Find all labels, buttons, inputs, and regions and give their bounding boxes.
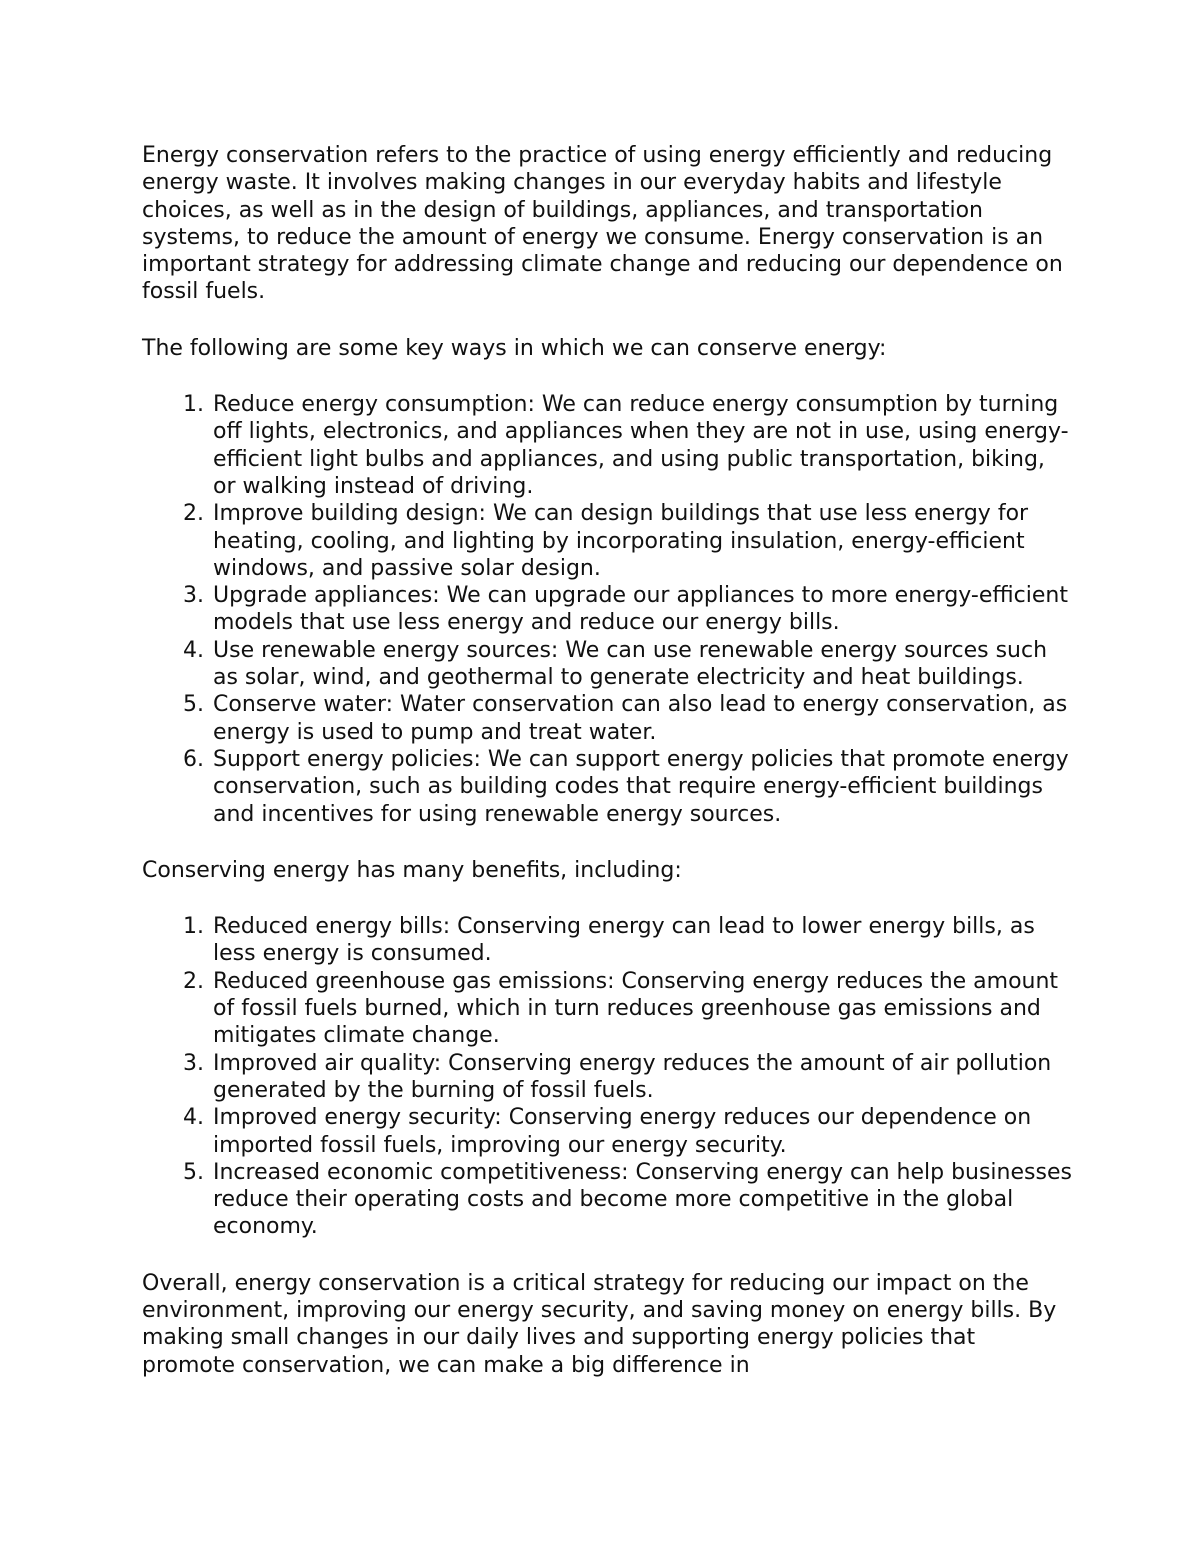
list-item-text: Upgrade appliances: We can upgrade our appliances to more energy-efficient models that use less energy and reduce our energy bills. [213, 583, 1068, 636]
list-item-text: Reduce energy consumption: We can reduce energy consumption by turning off lights, electronics, and appliances when they are not in use, using energy-efficient light bulbs and appliances, and using public transportation, biking, or walking instead of driving. [213, 392, 1069, 499]
list-item-number: 3. [183, 583, 204, 609]
list-item-text: Use renewable energy sources: We can use renewable energy sources such as solar, wind, and geothermal to generate electricity and heat buildings. [213, 637, 1048, 691]
list-item-number: 6. [183, 746, 204, 772]
list-item-number: 4. [183, 1105, 204, 1131]
list-item-text: Improved air quality: Conserving energy reduces the amount of air pollution generated by the burning of fossil fuels. [213, 1050, 1052, 1103]
list-item-text: Increased economic competitiveness: Conserving energy can help businesses reduce their operating costs and become more competitive in the global economy. [213, 1159, 1072, 1240]
list-item-text: Improved energy security: Conserving energy reduces our dependence on imported fossil fuels, improving our energy security. [213, 1105, 1032, 1158]
list-item-text: Improve building design: We can design buildings that use less energy for heating, cooling, and lighting by incorporating insulation, energy-efficient windows, and passive solar design. [213, 501, 1029, 581]
list-item-number: 1. [183, 914, 204, 940]
list-item [142, 637, 1072, 692]
list-item-number: 5. [183, 692, 204, 718]
intro-paragraph: Energy conservation refers to the practice of using energy efficiently and reducing energy waste. It involves making changes in our everyday habits and lifestyle choices, as well as in the design of buildings, appliances, and transportation systems, to reduce the amount of energy we consume. Energy conservation is an important strategy for addressing climate change and reducing our dependence on fossil fuels. [142, 143, 1063, 305]
list-item-number: 2. [183, 501, 204, 527]
ways-intro-paragraph: The following are some key ways in which we can conserve energy: [142, 335, 887, 361]
conclusion-paragraph: Overall, energy conservation is a critical strategy for reducing our impact on the environment, improving our energy security, and saving money on energy bills. By making small changes in our daily lives and supporting energy policies that promote conservation, we can make a big difference in [142, 1270, 1057, 1378]
list-item-text: Conserve water: Water conservation can also lead to energy conservation, as energy is used to pump and treat water. [213, 692, 1068, 745]
list-item-number: 5. [183, 1159, 204, 1185]
benefits-list [142, 913, 1072, 1241]
list-item-number: 2. [183, 968, 204, 994]
benefits-intro-paragraph: Conserving energy has many benefits, including: [142, 857, 682, 883]
list-item [142, 968, 1072, 1050]
list-item-text: Support energy policies: We can support energy policies that promote energy conservation, such as building codes that require energy-efficient buildings and incentives for using renewable energy sources. [213, 746, 1069, 827]
list-item [142, 1159, 1072, 1241]
list-item [142, 913, 1072, 968]
document-page [142, 142, 1072, 1408]
list-item [142, 1104, 1072, 1159]
list-item-text: Reduced energy bills: Conserving energy can lead to lower energy bills, as less energy is consumed. [213, 914, 1035, 967]
list-item-number: 4. [183, 637, 204, 663]
list-item-number: 3. [183, 1050, 204, 1076]
list-item-text: Reduced greenhouse gas emissions: Conserving energy reduces the amount of fossil fuels burned, which in turn reduces greenhouse gas emissions and mitigates climate change. [213, 968, 1059, 1049]
list-item [142, 391, 1072, 500]
list-item [142, 1050, 1072, 1105]
list-item [142, 500, 1072, 582]
ways-list [142, 391, 1072, 828]
list-item [142, 691, 1072, 746]
list-item [142, 582, 1072, 637]
list-item-number: 1. [183, 392, 204, 418]
list-item [142, 746, 1072, 828]
